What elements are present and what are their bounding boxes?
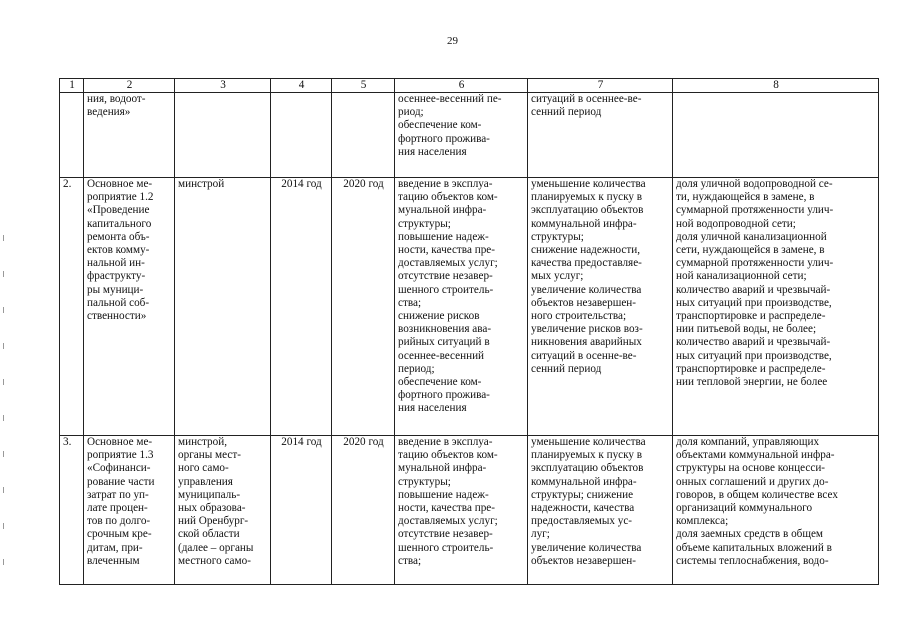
start-year-cell: 2014 год — [271, 178, 332, 436]
expected-results-cell: введение в эксплуа- тацию объектов ком- мунальной инфра- структуры; повышение надеж- ности, качества пре- доставляемых услуг; отсутствие незавер- шенного строитель- ства; снижение рисков возникновения ава- рийных ситуаций в осеннее-весенний период; обеспечение ком- фортного прожива- ния населения — [395, 178, 528, 436]
header-row — [60, 79, 879, 93]
program-measures-table — [59, 78, 879, 585]
consequences-cell: уменьшение количества планируемых к пуску в эксплуатацию объектов коммунальной инфра- структуры; снижение надежности, качества предоставляемых ус- луг; увеличение количества объектов незавершен- — [528, 436, 673, 585]
indicators-cell: доля компаний, управляющих объектами коммунальной инфра- структуры на основе концесси- онных соглашений и других до- говоров, в общем количестве всех организаций коммунального комплекса; доля заемных средств в общем объеме капитальных вложений в системы теплоснабжения, водо- — [673, 436, 879, 585]
start-year-cell: 2014 год — [271, 436, 332, 585]
scan-edge-marks — [3, 235, 6, 615]
column-header: 7 — [528, 79, 673, 93]
column-header: 4 — [271, 79, 332, 93]
column-header: 1 — [60, 79, 84, 93]
measure-name-cell: ния, водоот- ведения» — [84, 93, 175, 178]
indicators-cell: доля уличной водопроводной се- ти, нуждающейся в замене, в суммарной протяженности улич- ной водопроводной сети; доля уличной канализационной сети, нуждающейся в замене, в суммарной протяженности улич- ной канализационной сети; количество аварий и чрезвычай- ных ситуаций при производстве, транспортировке и распределе- нии питьевой воды, не более; количество аварий и чрезвычай- ных ситуаций при производстве, транспортировке и распределе- нии тепловой энергии, не более — [673, 178, 879, 436]
column-header: 3 — [175, 79, 271, 93]
column-header: 8 — [673, 79, 879, 93]
row-number-cell — [60, 93, 84, 178]
row-number-cell: 3. — [60, 436, 84, 585]
consequences-cell: уменьшение количества планируемых к пуску в эксплуатацию объектов коммунальной инфра- структуры; снижение надежности, качества предоставляе- мых услуг; увеличение количества объектов незавершен- ного строительства; увеличение рисков воз- никновения аварийных ситуаций в осенне-ве- сенний период — [528, 178, 673, 436]
indicators-cell — [673, 93, 879, 178]
end-year-cell: 2020 год — [332, 436, 395, 585]
table-row — [60, 93, 879, 178]
executor-cell: минстрой, органы мест- ного само- управления муниципаль- ных образова- ний Оренбург- ской области (далее – органы местного само- — [175, 436, 271, 585]
consequences-cell: ситуаций в осеннее-ве- сенний период — [528, 93, 673, 178]
executor-cell: минстрой — [175, 178, 271, 436]
column-header: 6 — [395, 79, 528, 93]
column-header: 5 — [332, 79, 395, 93]
expected-results-cell: осеннее-весенний пе- риод; обеспечение ком- фортного прожива- ния населения — [395, 93, 528, 178]
table-row — [60, 178, 879, 436]
measure-name-cell: Основное ме- роприятие 1.3 «Софинанси- рование части затрат по уп- лате процен- тов по долго- срочным кре- дитам, при- влеченным — [84, 436, 175, 585]
column-header: 2 — [84, 79, 175, 93]
measure-name-cell: Основное ме- роприятие 1.2 «Проведение капитального ремонта объ- ектов комму- нальной ин- фраструкту- ры муници- пальной соб- ственности» — [84, 178, 175, 436]
expected-results-cell: введение в эксплуа- тацию объектов ком- мунальной инфра- структуры; повышение надеж- ности, качества пре- доставляемых услуг; отсутствие незавер- шенного строитель- ства; — [395, 436, 528, 585]
executor-cell — [175, 93, 271, 178]
row-number-cell: 2. — [60, 178, 84, 436]
start-year-cell — [271, 93, 332, 178]
page-number: 29 — [447, 35, 458, 47]
end-year-cell: 2020 год — [332, 178, 395, 436]
end-year-cell — [332, 93, 395, 178]
table-row — [60, 436, 879, 585]
